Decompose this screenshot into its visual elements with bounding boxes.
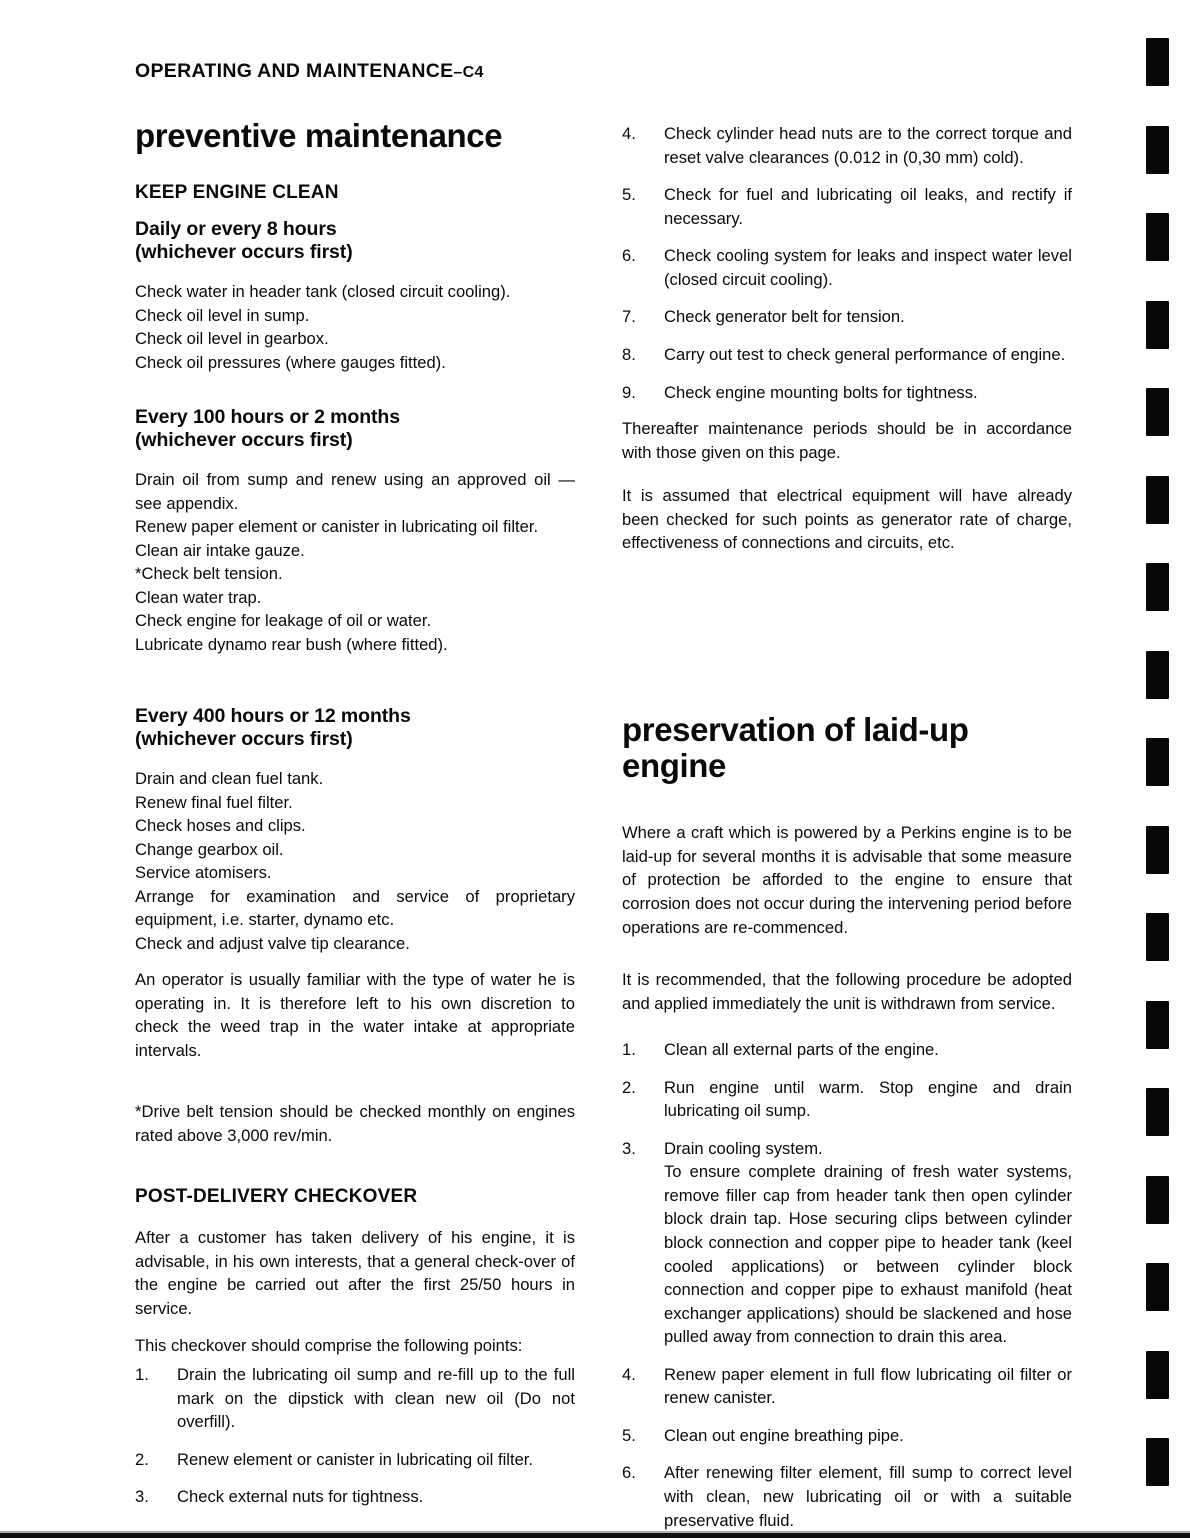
schedule-daily xyxy=(135,218,575,374)
list-item-number: 4. xyxy=(622,1364,636,1384)
index-tab xyxy=(1146,1176,1169,1224)
index-tab xyxy=(1146,126,1169,174)
thereafter-note: Thereafter maintenance periods should be in accordance with those given on this page. xyxy=(622,419,1072,462)
list-item-text: Check cooling system for leaks and inspect water level (closed circuit cooling). xyxy=(664,246,1072,289)
list-item xyxy=(622,1137,1072,1349)
schedule-100-heading-line1: Every 100 hours or 2 months xyxy=(135,406,400,428)
list-item-number: 2. xyxy=(622,1077,636,1097)
list-item xyxy=(622,122,1072,169)
schedule-daily-heading xyxy=(135,218,575,264)
list-item: *Check belt tension. xyxy=(135,564,283,584)
list-item xyxy=(622,1424,1072,1448)
list-item: Check water in header tank (closed circuit cooling). xyxy=(135,282,511,301)
preservation-intro: Where a craft which is powered by a Perkins engine is to be laid-up for several months it is advisable that some measure of protection be afforded to the engine to ensure that corrosion does not occur during the intervening period before operations are re-commenced. xyxy=(622,823,1072,937)
list-item-number: 3. xyxy=(622,1138,636,1158)
index-tab xyxy=(1146,38,1169,86)
list-item xyxy=(622,244,1072,291)
schedule-100-hours xyxy=(135,406,575,657)
schedule-400-hours xyxy=(135,705,575,956)
list-item-text: Clean out engine breathing pipe. xyxy=(664,1425,904,1445)
list-item-text: Drain the lubricating oil sump and re-fill up to the full mark on the dipstick with clean new oil (Do not overfill). xyxy=(177,1365,575,1432)
running-head xyxy=(135,60,484,83)
post-delivery-heading: POST-DELIVERY CHECKOVER xyxy=(135,1186,418,1207)
schedule-daily-heading-line2: (whichever occurs first) xyxy=(135,241,353,263)
checkover-continued-list xyxy=(622,122,1072,418)
running-head-code: –C4 xyxy=(453,64,484,81)
list-item-text: Renew element or canister in lubricating oil filter. xyxy=(177,1449,534,1469)
preservation-title xyxy=(622,712,1072,783)
section-heading-keep-engine-clean: KEEP ENGINE CLEAN xyxy=(135,182,339,203)
list-item: Clean air intake gauze. xyxy=(135,540,305,560)
index-tab xyxy=(1146,651,1169,699)
list-item-number: 2. xyxy=(135,1449,149,1469)
list-item xyxy=(135,1448,575,1472)
list-item-text: After renewing filter element, fill sump to correct level with clean, new lubricating oil or with a suitable preservative fluid. xyxy=(664,1463,1072,1530)
list-item-number: 8. xyxy=(622,344,636,364)
list-item-number: 9. xyxy=(622,382,636,402)
list-item-text: Check engine mounting bolts for tightness. xyxy=(664,382,978,402)
list-item: Renew paper element or canister in lubricating oil filter. xyxy=(135,517,539,537)
list-item: Arrange for examination and service of proprietary equipment, i.e. starter, dynamo etc. xyxy=(135,886,575,930)
schedule-100-heading xyxy=(135,406,575,452)
schedule-400-items xyxy=(135,767,575,956)
list-item xyxy=(622,183,1072,230)
list-item xyxy=(135,1485,575,1509)
list-item: Clean water trap. xyxy=(135,587,262,607)
preservation-title-line1: preservation of laid-up xyxy=(622,711,969,748)
list-item-subtext: To ensure complete draining of fresh water systems, remove filler cap from header tank then open cylinder block drain tap. Hose securing clips between cylinder block connection and copper pipe to header tank (keel cooled applications) or between cylinder block connection and copper pipe to exhaust manifold (heat exchanger applications) should be slackened and hose pulled away from connection to drain this area. xyxy=(664,1162,1072,1347)
scan-edge xyxy=(0,1533,1190,1538)
list-item-number: 1. xyxy=(135,1365,149,1384)
weed-trap-note: An operator is usually familiar with the type of water he is operating in. It is therefore left to his own discretion to check the weed trap in the water intake at appropriate intervals. xyxy=(135,970,575,1060)
list-item-number: 6. xyxy=(622,246,636,266)
list-item xyxy=(622,1076,1072,1123)
list-item-number: 1. xyxy=(622,1040,636,1059)
list-item-number: 7. xyxy=(622,307,636,327)
belt-tension-footnote: *Drive belt tension should be checked monthly on engines rated above 3,000 rev/min. xyxy=(135,1102,575,1145)
list-item-text: Renew paper element in full flow lubricating oil filter or renew canister. xyxy=(664,1364,1072,1408)
index-tab xyxy=(1146,1001,1169,1049)
list-item: Check engine for leakage of oil or water. xyxy=(135,611,432,631)
index-tab xyxy=(1146,388,1169,436)
index-tab xyxy=(1146,913,1169,961)
list-item-text: Carry out test to check general performance of engine. xyxy=(664,344,1066,364)
list-item-text: Check for fuel and lubricating oil leaks, and rectify if necessary. xyxy=(664,185,1072,228)
index-tab xyxy=(1146,1088,1169,1136)
page-title: preventive maintenance xyxy=(135,117,503,154)
list-item xyxy=(135,1363,575,1434)
list-item xyxy=(622,1038,1072,1062)
list-item-number: 6. xyxy=(622,1463,636,1483)
list-item xyxy=(622,305,1072,329)
post-delivery-intro: After a customer has taken delivery of his engine, it is advisable, in his own interests, that a general check-over of the engine be carried out after the first 25/50 hours in service. xyxy=(135,1228,575,1318)
list-item: Check oil level in sump. xyxy=(135,305,310,325)
list-item-text: Check generator belt for tension. xyxy=(664,307,905,327)
electrical-equipment-note: It is assumed that electrical equipment will have already been checked for such points as generator rate of charge, effectiveness of connections and circuits, etc. xyxy=(622,486,1072,553)
post-delivery-section xyxy=(135,1186,575,1358)
list-item xyxy=(622,1363,1072,1410)
list-item: Service atomisers. xyxy=(135,863,272,883)
index-tab xyxy=(1146,1351,1169,1399)
schedule-100-heading-line2: (whichever occurs first) xyxy=(135,429,353,451)
index-tab xyxy=(1146,301,1169,349)
list-item-text: Run engine until warm. Stop engine and drain lubricating oil sump. xyxy=(664,1077,1072,1121)
list-item xyxy=(622,381,1072,405)
index-tab xyxy=(1146,213,1169,261)
list-item-text: Check cylinder head nuts are to the correct torque and reset valve clearances (0.012 in (0,30 mm) cold). xyxy=(664,124,1072,167)
index-tab xyxy=(1146,738,1169,786)
index-tab xyxy=(1146,1263,1169,1311)
list-item-text: Check external nuts for tightness. xyxy=(177,1487,424,1507)
post-delivery-list xyxy=(135,1363,575,1523)
list-item-number: 4. xyxy=(622,124,636,143)
list-item-number: 3. xyxy=(135,1487,149,1507)
schedule-daily-heading-line1: Daily or every 8 hours xyxy=(135,218,337,240)
schedule-400-heading xyxy=(135,705,575,751)
index-tab xyxy=(1146,826,1169,874)
index-tab xyxy=(1146,563,1169,611)
preservation-list xyxy=(622,1038,1072,1538)
schedule-daily-items xyxy=(135,280,575,374)
list-item xyxy=(622,1461,1072,1532)
list-item-number: 5. xyxy=(622,1425,636,1445)
index-tab-strip xyxy=(1146,0,1172,1538)
list-item: Change gearbox oil. xyxy=(135,839,284,859)
list-item-text: Clean all external parts of the engine. xyxy=(664,1040,939,1059)
index-tab xyxy=(1146,476,1169,524)
schedule-400-heading-line1: Every 400 hours or 12 months xyxy=(135,705,411,727)
list-item: Lubricate dynamo rear bush (where fitted). xyxy=(135,634,448,654)
index-tab xyxy=(1146,1438,1169,1486)
list-item: Renew final fuel filter. xyxy=(135,792,293,812)
preservation-leadin: It is recommended, that the following procedure be adopted and applied immediately the unit is withdrawn from service. xyxy=(622,970,1072,1013)
list-item: Check hoses and clips. xyxy=(135,816,306,836)
preservation-section xyxy=(622,712,1072,939)
list-item: Check oil pressures (where gauges fitted). xyxy=(135,352,446,372)
list-item-number: 5. xyxy=(622,185,636,205)
list-item: Check and adjust valve tip clearance. xyxy=(135,933,410,953)
schedule-400-heading-line2: (whichever occurs first) xyxy=(135,728,353,750)
preservation-title-line2: engine xyxy=(622,746,726,784)
list-item xyxy=(622,343,1072,367)
running-head-title: OPERATING AND MAINTENANCE xyxy=(135,60,454,82)
list-item: Drain and clean fuel tank. xyxy=(135,769,324,788)
list-item-text: Drain cooling system. xyxy=(664,1138,823,1158)
post-delivery-leadin: This checkover should comprise the following points: xyxy=(135,1336,523,1356)
list-item: Check oil level in gearbox. xyxy=(135,329,329,349)
schedule-100-items xyxy=(135,468,575,657)
list-item: Drain oil from sump and renew using an approved oil — see appendix. xyxy=(135,470,575,513)
